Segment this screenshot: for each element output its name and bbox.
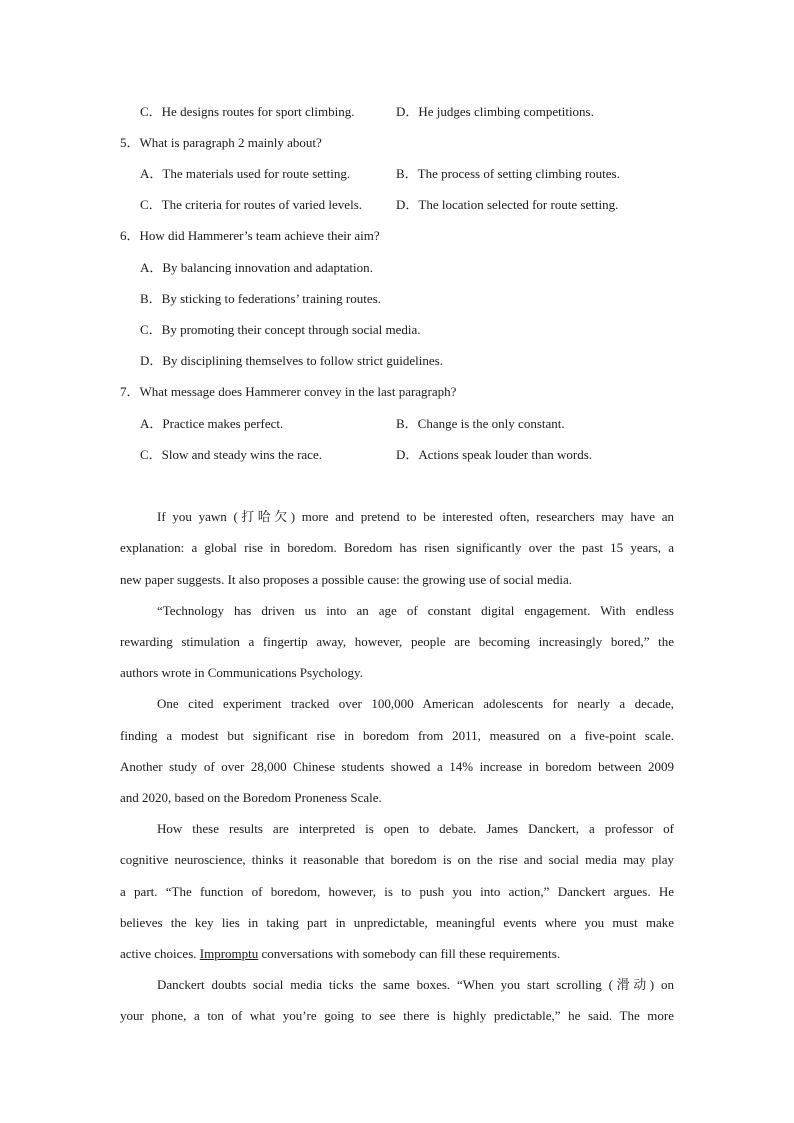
passage-p1-line1: If you yawn (打哈欠) more and pretend to be interested often, researchers may have an [157,509,674,524]
q4-option-c: C．He designs routes for sport climbing. [140,104,355,119]
passage-p4-line2: cognitive neuroscience, thinks it reasonable that boredom is on the rise and social media may play [120,852,674,867]
p4-line5-prefix: active choices. [120,946,200,961]
q7-option-c: C．Slow and steady wins the race. [140,447,322,462]
passage-p2-line2: rewarding stimulation a fingertip away, however, people are becoming increasingly bored,” the [120,634,674,649]
q4-option-d: D．He judges climbing competitions. [396,104,594,119]
q6-option-a: A．By balancing innovation and adaptation. [140,260,373,275]
q5-option-d: D．The location selected for route setting. [396,197,619,212]
q7-option-b: B．Change is the only constant. [396,416,565,431]
q6-option-b: B．By sticking to federations’ training routes. [140,291,381,306]
passage-p5-line1: Danckert doubts social media ticks the same boxes. “When you start scrolling (滑动) on [157,977,674,992]
q5-option-a: A．The materials used for route setting. [140,166,351,181]
passage-p2-line3: authors wrote in Communications Psychology. [120,665,363,680]
q6-option-d: D．By disciplining themselves to follow strict guidelines. [140,353,443,368]
p4-line5-rest: conversations with somebody can fill these requirements. [258,946,561,961]
passage-p1-line3: new paper suggests. It also proposes a possible cause: the growing use of social media. [120,572,573,587]
q5-option-c: C．The criteria for routes of varied levels. [140,197,362,212]
q5-option-b: B．The process of setting climbing routes. [396,166,620,181]
passage-p2-line1: “Technology has driven us into an age of constant digital engagement. With endless [157,603,674,618]
passage-p5-line2: your phone, a ton of what you’re going to see there is highly predictable,” he said. The more [120,1008,674,1023]
q6-stem: 6．How did Hammerer’s team achieve their aim? [120,228,380,243]
passage-p3-line3: Another study of over 28,000 Chinese students showed a 14% increase in boredom between 2009 [120,759,674,774]
q5-stem: 5．What is paragraph 2 mainly about? [120,135,322,150]
q6-option-c: C．By promoting their concept through social media. [140,322,421,337]
q7-stem: 7．What message does Hammerer convey in the last paragraph? [120,384,457,399]
passage-p4-line1: How these results are interpreted is open to debate. James Danckert, a professor of [157,821,674,836]
passage-p3-line1: One cited experiment tracked over 100,000 American adolescents for nearly a decade, [157,696,674,711]
passage-p4-line5 [120,946,674,962]
q7-option-a: A．Practice makes perfect. [140,416,284,431]
q7-option-d: D．Actions speak louder than words. [396,447,593,462]
passage-p4-line3: a part. “The function of boredom, however, is to push you into action,” Danckert argues. He [120,884,674,899]
passage-p4-line4: believes the key lies in taking part in unpredictable, meaningful events where you must make [120,915,674,930]
q5-options-cd [140,197,619,213]
q7-options-cd [140,447,593,463]
passage-p3-line2: finding a modest but significant rise in boredom from 2011, measured on a five-point scale. [120,728,674,743]
q5-options-ab [140,166,620,182]
q4-options-cd [140,104,594,120]
q7-options-ab [140,416,565,432]
passage-p3-line4: and 2020, based on the Boredom Proneness Scale. [120,790,382,805]
passage-p1-line2: explanation: a global rise in boredom. Boredom has risen significantly over the past 15 years, a [120,540,674,555]
underlined-word-impromptu: Impromptu [199,946,259,961]
